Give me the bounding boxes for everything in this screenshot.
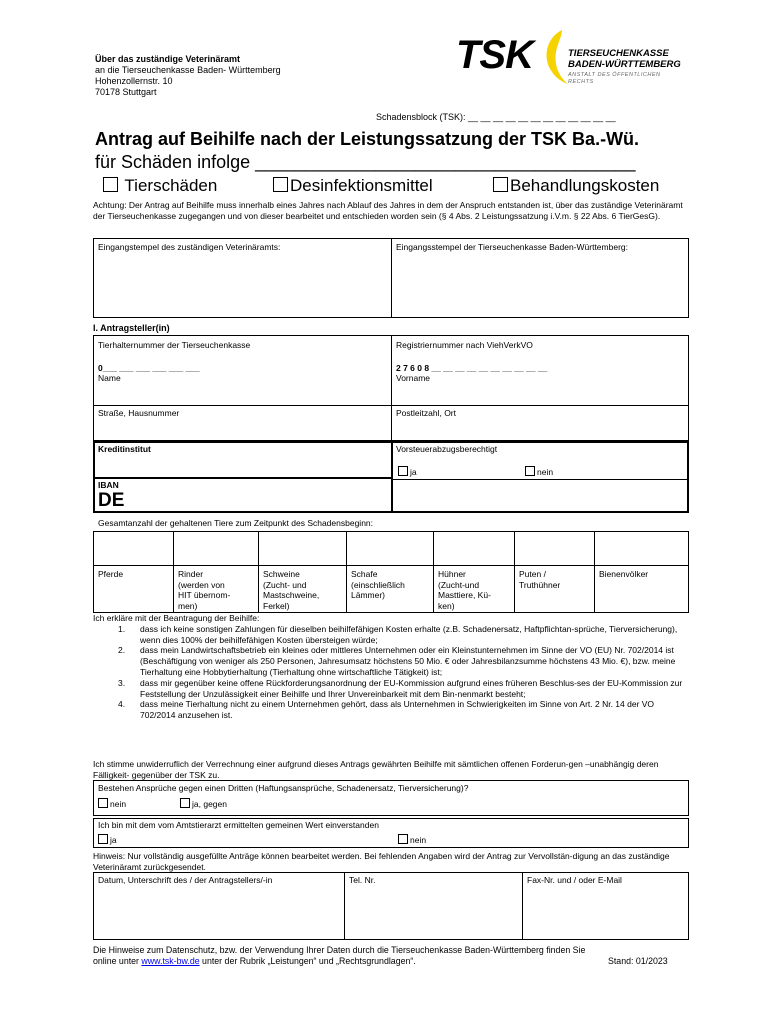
option-label: nein <box>537 467 554 477</box>
signature-datum-label: Datum, Unterschrift des / der Antragstellers/-in <box>98 875 273 885</box>
animal-col-bienen: Bienenvölker <box>599 569 649 579</box>
signature-tel-label: Tel. Nr. <box>349 875 376 885</box>
section-heading-antragsteller: I. Antragsteller(in) <box>93 323 170 333</box>
declaration-item-2: 2. dass mein Landwirtschaftsbetrieb ein kleines oder mittleres Unternehmen oder ein Kleinstunternehmen im Sinne der VO (EU) Nr. 702/2014 ist (Beschäftigung von weniger als 250 Personen, Jahresumsatz höchstens 50 Mio. € oder Jahresbilanzsumme höchstens 43 Mio. €), bzw. meine Tierhaltung eine Hobbytierhaltung (Tierhaltung ohne wirtschaftliche Tätigkeit) ist; <box>118 645 676 677</box>
animal-col-schafe: Schafe (einschließlich Lämmer) <box>351 569 405 600</box>
deadline-notice: Achtung: Der Antrag auf Beihilfe muss innerhalb eines Jahres nach Ablauf des Jahres in dem der Anspruch entstanden ist, über das zuständige Veterinäramt der Tierseuchenkasse zugegangen und von dieser bearbeitet und entschieden worden sein (§ 4 Abs. 2 Leistungssatzung i.V.m. § 22 Abs. 6 TierGesG). <box>93 200 683 221</box>
declaration-text: dass mir gegenüber keine offene Rückforderungsanordnung der EU-Kommission aufgrund eines früheren Beschlus-ses der EU-Kommission zur Feststellung der Unzulässigkeit einer Beihilfe und Ihrer Unvereinbarkeit mit dem Bin-nenmarkt besteht; <box>140 677 683 699</box>
animals-label: Gesamtanzahl der gehaltenen Tiere zum Zeitpunkt des Schadensbeginn: <box>98 518 374 528</box>
dritte-nein[interactable] <box>98 798 126 809</box>
checkbox-amtstierarzt-ja[interactable] <box>98 834 108 844</box>
checkbox-behandlungskosten[interactable] <box>493 177 508 192</box>
vorsteuer-nein[interactable] <box>525 466 553 477</box>
footer-line-1: Die Hinweise zum Datenschutz, bzw. der Verwendung Ihrer Daten durch die Tierseuchenkasse Baden-Württemberg finden Sie <box>93 945 586 955</box>
footer-text: online unter <box>93 956 142 966</box>
tsk-website-link[interactable]: www.tsk-bw.de <box>141 956 200 966</box>
checkbox-dritte-ja[interactable] <box>180 798 190 808</box>
option-label: Desinfektionsmittel <box>290 176 433 195</box>
logo-swoosh-icon <box>540 28 570 90</box>
animal-col-huehner: Hühner (Zucht-und Masttiere, Kü- ken) <box>438 569 491 611</box>
kreditinstitut-label: Kreditinstitut <box>98 444 151 454</box>
declaration <box>93 613 689 721</box>
declaration-text: dass mein Landwirtschaftsbetrieb ein kleines oder mittleres Unternehmen oder ein Kleinstunternehmen im Sinne der VO (EU) Nr. 702/2014 ist (Beschäftigung von weniger als 250 Personen, Jahresumsatz höchstens 50 Mio. € oder Jahresbilanzsumme höchstens 43 Mio. €), bzw. meine Tierhaltung eine Hobbytierhaltung (Tierhaltung ohne wirtschaftliche Tätigkeit) ist; <box>140 645 676 677</box>
logo-name-2: BADEN-WÜRTTEMBERG <box>568 59 681 70</box>
dritte-ja[interactable] <box>180 798 227 809</box>
animal-col-puten: Puten / Truthühner <box>519 569 561 590</box>
option-label: Tierschäden <box>124 176 218 195</box>
amtstierarzt-nein[interactable] <box>398 834 426 845</box>
verrechnung-consent: Ich stimme unwiderruflich der Verrechnung einer aufgrund dieses Antrags gewährten Beihilfe mit sämtlichen offenen Forderun-gen –unabhängig deren Fälligkeit- gegenüber der TSK zu. <box>93 759 659 780</box>
iban-input[interactable]: DE <box>98 490 125 511</box>
option-label: nein <box>110 799 127 809</box>
signature-fax-label: Fax-Nr. und / oder E-Mail <box>527 875 622 885</box>
option-tierschaeden[interactable] <box>103 175 217 197</box>
footer-text: unter der Rubrik „Leistungen“ und „Rechtsgrundlagen“. <box>199 956 416 966</box>
address-line-2: an die Tierseuchenkasse Baden- Württemberg <box>95 65 281 75</box>
address-line-3: Hohenzollernstr. 10 <box>95 76 173 86</box>
regnr-input[interactable]: 2 7 6 0 8 __ __ __ __ __ __ __ __ __ __ <box>396 363 548 373</box>
checkbox-vorsteuer-ja[interactable] <box>398 466 408 476</box>
stamp-label-vetamt: Eingangstempel des zuständigen Veterinäramts: <box>98 242 281 252</box>
stand-date: Stand: 01/2023 <box>608 956 668 966</box>
option-behandlungskosten[interactable] <box>493 175 659 197</box>
animal-col-pferde: Pferde <box>98 569 124 579</box>
tsk-logo <box>456 28 686 88</box>
stamp-label-tsk: Eingangsstempel der Tierseuchenkasse Baden-Württemberg: <box>396 242 628 252</box>
plz-label: Postleitzahl, Ort <box>396 408 456 418</box>
checkbox-amtstierarzt-nein[interactable] <box>398 834 408 844</box>
declaration-item-4: 4. dass meine Tierhaltung nicht zu einem Unternehmen gehört, dass als Unternehmen in Schwierigkeiten im Sinne von Art. 2 Nr. 14 der VO 702/2014 anzusehen ist. <box>118 699 655 721</box>
logo-tagline: ANSTALT DES ÖFFENTLICHEN RECHTS <box>568 72 661 85</box>
amtstierarzt-label: Ich bin mit dem vom Amtstierarzt ermittelten gemeinen Wert einverstanden <box>98 820 379 830</box>
dritte-label: Bestehen Ansprüche gegen einen Dritten (Haftungsansprüche, Schadenersatz, Tierversicherung)? <box>98 783 469 793</box>
iban-label: IBAN <box>98 480 119 490</box>
checkbox-desinfektionsmittel[interactable] <box>273 177 288 192</box>
regnr-label: Registriernummer nach ViehVerkVO <box>396 340 533 350</box>
checkbox-dritte-nein[interactable] <box>98 798 108 808</box>
option-label: ja, gegen <box>192 799 227 809</box>
option-label: nein <box>410 835 427 845</box>
option-label: Behandlungskosten <box>510 176 660 195</box>
option-label: ja <box>110 835 117 845</box>
amtstierarzt-ja[interactable] <box>98 834 117 845</box>
address-line-4: 70178 Stuttgart <box>95 87 157 97</box>
declaration-text: dass meine Tierhaltung nicht zu einem Unternehmen gehört, dass als Unternehmen in Schwierigkeiten im Sinne von Art. 2 Nr. 14 der VO 702/2014 anzusehen ist. <box>140 699 655 721</box>
animal-col-rinder: Rinder (werden von HIT übernom- men) <box>178 569 231 611</box>
page-title: Antrag auf Beihilfe nach der Leistungssatzung der TSK Ba.-Wü. <box>95 129 640 149</box>
tierhalter-input[interactable]: 0___ ___ ___ ___ ___ ___ <box>98 363 200 373</box>
checkbox-tierschaeden[interactable] <box>103 177 118 192</box>
vorsteuer-label: Vorsteuerabzugsberechtigt <box>396 444 498 454</box>
schadensblock-field[interactable]: Schadensblock (TSK): __ __ __ __ __ __ __ __ __ __ __ __ <box>376 112 616 122</box>
declaration-intro: Ich erkläre mit der Beantragung der Beihilfe: <box>93 613 260 623</box>
sender-address <box>95 54 281 98</box>
footer-line-2 <box>93 956 689 967</box>
strasse-label: Straße, Hausnummer <box>98 408 180 418</box>
footer-datenschutz <box>93 945 689 967</box>
declaration-text: dass ich keine sonstigen Zahlungen für dieselben beihilfefähigen Kosten erhalte (z.B. Schadenersatz, Haftpflichtan-sprüche, Tierversicherung), wenn dies 100% der beihilfefähigen Kosten übersteigen würde; <box>140 623 678 645</box>
vorsteuer-ja[interactable] <box>398 466 417 477</box>
animal-col-schweine: Schweine (Zucht- und Mastschweine, Ferkel) <box>263 569 320 611</box>
tierhalter-label: Tierhalternummer der Tierseuchenkasse <box>98 340 251 350</box>
option-desinfektionsmittel[interactable] <box>273 175 433 197</box>
name-label: Name <box>98 373 121 383</box>
declaration-item-1: 1. dass ich keine sonstigen Zahlungen für dieselben beihilfefähigen Kosten erhalte (z.B. Schadenersatz, Haftpflichtan-sprüche, Tierversicherung), wenn dies 100% der beihilfefähigen Kosten übersteigen würde; <box>118 623 678 645</box>
option-label: ja <box>410 467 417 477</box>
hinweis-note: Hinweis: Nur vollständig ausgefüllte Anträge können bearbeitet werden. Bei fehlenden Angaben wird der Antrag zur Vervollstän-digung an das zuständige Veterinäramt zurückgesendet. <box>93 851 670 872</box>
declaration-item-3: 3. dass mir gegenüber keine offene Rückforderungsanordnung der EU-Kommission aufgrund eines früheren Beschlus-ses der EU-Kommission zur Feststellung der Unzulässigkeit einer Beihilfe und Ihrer Unvereinbarkeit mit dem Bin-nenmarkt besteht; <box>118 677 683 699</box>
subtitle-field[interactable]: für Schäden infolge ______________________________________ <box>95 152 636 172</box>
logo-name-1: TIERSEUCHENKASSE <box>568 48 669 59</box>
checkbox-vorsteuer-nein[interactable] <box>525 466 535 476</box>
address-line-1: Über das zuständige Veterinäramt <box>95 54 241 64</box>
logo-abbr: TSK <box>456 33 533 77</box>
vorname-label: Vorname <box>396 373 431 383</box>
